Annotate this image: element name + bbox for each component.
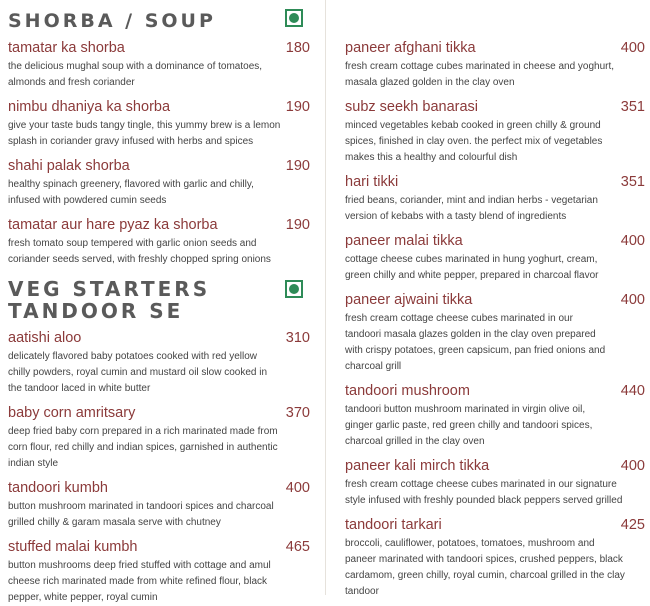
item-description: the delicious mughal soup with a dominance of tomatoes, almonds and fresh coriander	[8, 61, 263, 88]
item-price: 465	[285, 539, 310, 555]
item-price: 400	[620, 458, 645, 474]
menu-item	[8, 156, 308, 209]
item-description: fresh cream cottage cubes marinated in cheese and yoghurt, masala glazed golden in the clay oven	[345, 61, 615, 88]
section-title: SHORBA / SOUP	[8, 10, 216, 32]
item-description: minced vegetables kebab cooked in green chilly & ground spices, finished in clay oven. the perfect mix of vegetables makes this a healthy and colourful dish	[345, 120, 603, 163]
menu-item	[8, 537, 308, 606]
item-price: 400	[620, 292, 645, 308]
menu-item	[345, 515, 643, 600]
menu-item	[345, 290, 643, 375]
item-description: fresh tomato soup tempered with garlic onion seeds and coriander seeds served, with freshly chopped spring onions	[8, 238, 271, 265]
item-name: nimbu dhaniya ka shorba	[8, 99, 171, 115]
menu-item	[8, 97, 308, 150]
right-column	[345, 38, 643, 600]
item-price: 351	[620, 174, 645, 190]
item-price: 190	[285, 99, 310, 115]
item-description: delicately flavored baby potatoes cooked with red yellow chilly powders, royal cumin and mustard oil slow cooked in the tandoor laced in white butter	[8, 351, 268, 394]
menu-item	[345, 38, 643, 91]
item-name: tamatar ka shorba	[8, 40, 125, 56]
item-description: give your taste buds tangy tingle, this yummy brew is a lemon splash in coriander gravy infused with herbs and spices	[8, 120, 281, 147]
menu-item	[8, 328, 308, 397]
menu-item	[345, 231, 643, 284]
item-name: tandoori kumbh	[8, 480, 108, 496]
item-name: tandoori tarkari	[345, 517, 442, 533]
menu-item	[8, 403, 308, 472]
menu-item	[345, 456, 643, 509]
item-description: healthy spinach greenery, flavored with garlic and chilly, infused with powdered cumin seeds	[8, 179, 254, 206]
item-price: 180	[285, 40, 310, 56]
section-starters-header	[8, 274, 308, 328]
item-price: 425	[620, 517, 645, 533]
item-description: cottage cheese cubes marinated in hung yoghurt, cream, green chilly and white pepper, prepared in charcoal flavor	[345, 254, 599, 281]
item-description: broccoli, cauliflower, potatoes, tomatoes, mushroom and paneer marinated with tandoori spices, crushed peppers, black cardamom, green chilly, royal cumin, charcoal grilled in the clay tandoor	[345, 538, 625, 597]
section-soup-header	[8, 0, 308, 34]
item-price: 310	[285, 330, 310, 346]
item-name: tamatar aur hare pyaz ka shorba	[8, 217, 218, 233]
menu-item	[345, 172, 643, 225]
item-description: fresh cream cottage cheese cubes marinated in our signature style infused with freshly pounded black peppers served grilled	[345, 479, 623, 506]
menu-item	[8, 478, 308, 531]
left-column	[8, 0, 308, 606]
item-price: 400	[620, 233, 645, 249]
item-description: fried beans, coriander, mint and indian herbs - vegetarian version of kebabs with a tasty blend of ingredients	[345, 195, 598, 222]
item-name: hari tikki	[345, 174, 399, 190]
item-name: subz seekh banarasi	[345, 99, 478, 115]
menu-item	[8, 38, 308, 91]
item-price: 400	[620, 40, 645, 56]
item-name: paneer malai tikka	[345, 233, 463, 249]
item-price: 351	[620, 99, 645, 115]
item-price: 440	[620, 383, 645, 399]
menu-item	[345, 381, 643, 450]
item-price: 370	[285, 405, 310, 421]
item-name: baby corn amritsary	[8, 405, 136, 421]
veg-icon	[285, 9, 303, 27]
column-divider	[325, 0, 326, 595]
item-name: paneer afghani tikka	[345, 40, 476, 56]
section-title: VEG STARTERS TANDOOR SE	[8, 277, 211, 323]
item-price: 190	[285, 158, 310, 174]
item-description: button mushrooms deep fried stuffed with cottage and amul cheese rich marinated made from white refined flour, black pepper, white pepper, royal cumin	[8, 560, 271, 603]
item-name: paneer ajwaini tikka	[345, 292, 473, 308]
veg-dot-icon	[289, 13, 299, 23]
item-description: button mushroom marinated in tandoori spices and charcoal grilled chilly & garam masala serve with chutney	[8, 501, 274, 528]
item-name: aatishi aloo	[8, 330, 82, 346]
menu-item	[8, 215, 308, 268]
veg-dot-icon	[289, 284, 299, 294]
veg-icon	[285, 280, 303, 298]
item-name: stuffed malai kumbh	[8, 539, 138, 555]
item-name: paneer kali mirch tikka	[345, 458, 490, 474]
menu-item	[345, 97, 643, 166]
item-description: deep fried baby corn prepared in a rich marinated made from corn flour, red chilly and indian spices, garnished in authentic indian style	[8, 426, 278, 469]
item-price: 400	[285, 480, 310, 496]
item-description: tandoori button mushroom marinated in virgin olive oil, ginger garlic paste, red green chilly and tandoori spices, charcoal grilled in the clay oven	[345, 404, 593, 447]
item-name: tandoori mushroom	[345, 383, 470, 399]
item-name: shahi palak shorba	[8, 158, 130, 174]
item-description: fresh cream cottage cheese cubes marinated in our tandoori masala glazes golden in the clay oven prepared with crispy potatoes, green capsicum, pan fried onions and charcoal grill	[345, 313, 606, 372]
item-price: 190	[285, 217, 310, 233]
